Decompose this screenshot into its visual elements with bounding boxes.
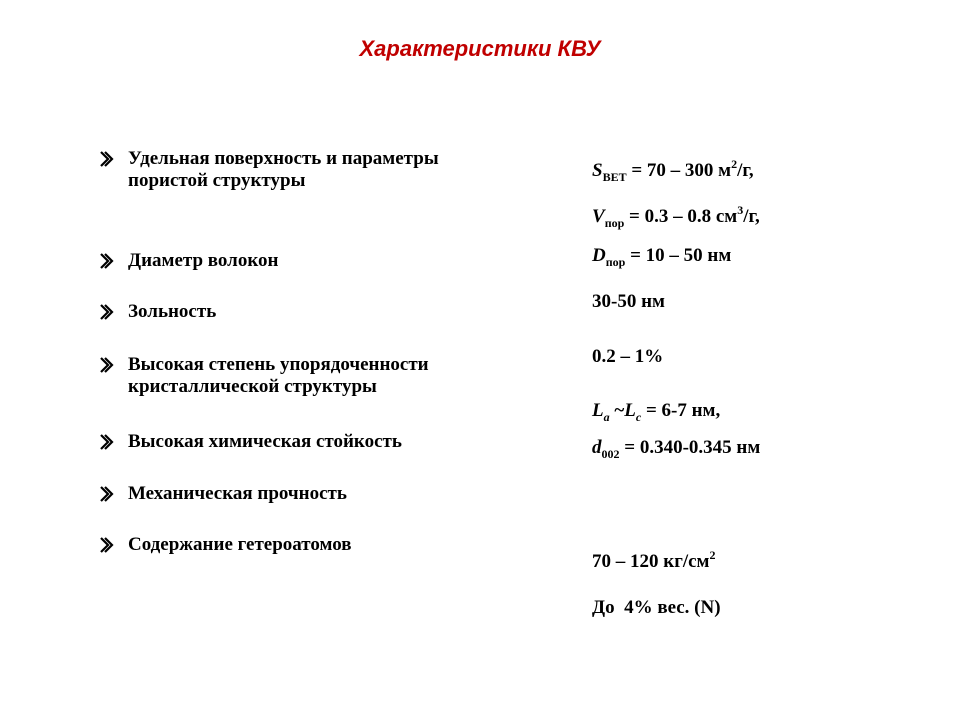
value-expression: = 6-7 нм, xyxy=(641,400,721,421)
value-superscript: 3 xyxy=(737,203,744,217)
value-lalc xyxy=(592,399,720,429)
list-item-label: Механическая прочность xyxy=(128,483,347,504)
value-superscript: 2 xyxy=(731,157,738,171)
value-symbol: D xyxy=(592,245,606,266)
list-item-text xyxy=(128,301,558,323)
value-symbol: L xyxy=(624,400,636,421)
list-item-text xyxy=(128,483,558,505)
arrow-check-icon xyxy=(98,301,116,323)
value-heteroatoms: До 4% вес. (N) xyxy=(592,597,721,618)
value-sbet xyxy=(592,152,754,189)
value-superscript: 2 xyxy=(709,548,716,562)
list-item-label: пористой структуры xyxy=(128,170,306,191)
value-expression: ~ xyxy=(609,400,625,421)
value-tail: /г, xyxy=(737,160,754,181)
arrow-check-icon xyxy=(98,250,116,272)
value-strength xyxy=(592,543,715,574)
value-dpor xyxy=(592,244,731,274)
list-item-label: Высокая химическая стойкость xyxy=(128,431,402,452)
value-ash: 0.2 – 1% xyxy=(592,346,664,367)
value-symbol: L xyxy=(592,400,604,421)
list-item-text xyxy=(128,431,558,453)
list-item-label: параметры xyxy=(341,148,439,169)
arrow-check-icon xyxy=(98,534,116,556)
value-subscript: ВЕТ xyxy=(602,170,627,184)
value-subscript: 002 xyxy=(601,447,620,461)
value-subscript: c xyxy=(635,410,642,424)
list-item-label: Диаметр волокон xyxy=(128,250,279,271)
value-subscript: a xyxy=(603,410,610,424)
arrow-check-icon xyxy=(98,483,116,505)
value-d002 xyxy=(592,436,760,466)
list-item-text xyxy=(128,354,558,398)
value-fiber-diameter: 30-50 нм xyxy=(592,291,665,312)
arrow-check-icon xyxy=(98,148,116,170)
list-item-text xyxy=(128,534,558,556)
arrow-check-icon xyxy=(98,431,116,453)
list-item-text xyxy=(128,250,558,272)
value-subscript: пор xyxy=(605,255,626,269)
list-item-label: кристаллической структуры xyxy=(128,376,377,397)
value-subscript: пор xyxy=(604,216,625,230)
value-symbol: S xyxy=(592,160,603,181)
value-expression: = 10 – 50 нм xyxy=(625,245,732,266)
value-vpor xyxy=(592,198,760,235)
list-item-label: Содержание гетероатомов xyxy=(128,534,352,555)
value-symbol: d xyxy=(592,437,602,458)
list-item-label: Зольность xyxy=(128,301,217,322)
slide-title: Характеристики КВУ xyxy=(359,36,601,61)
value-symbol: V xyxy=(592,206,605,227)
list-item-label: Удельная поверхность и xyxy=(128,148,338,169)
value-expression: = 0.3 – 0.8 см xyxy=(624,206,738,227)
arrow-check-icon xyxy=(98,354,116,376)
value-expression: = 0.340-0.345 нм xyxy=(619,437,761,458)
value-expression: = 70 – 300 м xyxy=(626,160,732,181)
list-item-label: Высокая степень упорядоченности xyxy=(128,354,429,375)
list-item-text xyxy=(128,148,558,192)
value-expression: 70 – 120 кг/см xyxy=(592,551,710,572)
value-tail: /г, xyxy=(743,206,760,227)
